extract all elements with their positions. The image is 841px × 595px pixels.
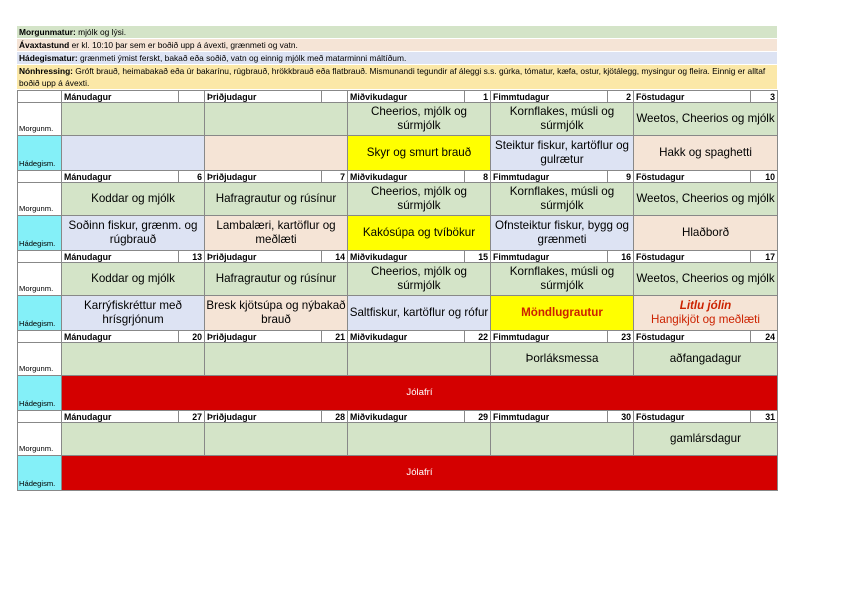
- day-date: 6: [179, 171, 205, 183]
- day-name: Mánudagur: [62, 91, 179, 103]
- day-date: 15: [465, 251, 491, 263]
- day-name: Mánudagur: [62, 411, 179, 423]
- day-date: 24: [751, 331, 778, 343]
- week-header: [18, 331, 778, 343]
- lunch-row: [18, 136, 778, 171]
- row-label-morning: Morgunm.: [18, 343, 62, 376]
- meal-cell: Karrýfiskréttur með hrísgrjónum: [62, 296, 205, 331]
- meal-cell: [205, 103, 348, 136]
- meal-cell: [348, 343, 491, 376]
- row-label-lunch: Hádegism.: [18, 136, 62, 171]
- row-label-morning: Morgunm.: [18, 423, 62, 456]
- meal-cell: Bresk kjötsúpa og nýbakað brauð: [205, 296, 348, 331]
- day-date: 10: [751, 171, 778, 183]
- meal-cell: Cheerios, mjólk og súrmjólk: [348, 103, 491, 136]
- info-lunch: Hádegismatur: grænmeti ýmist ferskt, bakað eða soðið, vatn og einnig mjólk með matarminni máltíðum.: [17, 52, 777, 65]
- lunch-row: [18, 296, 778, 331]
- day-name: Þriðjudagur: [205, 331, 322, 343]
- meal-cell: Kakósúpa og tvíbökur: [348, 216, 491, 251]
- holiday-banner: Jólafrí: [62, 456, 778, 491]
- day-name: Mánudagur: [62, 171, 179, 183]
- litlu-jolin-subtitle: Hangikjöt og meðlæti: [651, 313, 760, 326]
- day-name: Fimmtudagur: [491, 91, 608, 103]
- week-header: [18, 91, 778, 103]
- row-label-lunch: Hádegism.: [18, 456, 62, 491]
- meal-cell: [205, 423, 348, 456]
- meal-cell: Kornflakes, músli og súrmjólk: [491, 103, 634, 136]
- holiday-banner: Jólafrí: [62, 376, 778, 411]
- day-name: Þriðjudagur: [205, 171, 322, 183]
- morning-row: [18, 103, 778, 136]
- meal-cell: Kornflakes, músli og súrmjólk: [491, 183, 634, 216]
- litlu-jolin-title: Litlu jólin: [679, 299, 732, 312]
- meal-cell: [62, 343, 205, 376]
- row-label-lunch: Hádegism.: [18, 216, 62, 251]
- week-header: [18, 411, 778, 423]
- day-name: Föstudagur: [634, 331, 751, 343]
- morning-row: [18, 423, 778, 456]
- meal-cell: Cheerios, mjólk og súrmjólk: [348, 183, 491, 216]
- day-name: Miðvikudagur: [348, 91, 465, 103]
- morning-row: [18, 343, 778, 376]
- meal-cell: Kornflakes, músli og súrmjólk: [491, 263, 634, 296]
- day-date: 21: [322, 331, 348, 343]
- day-name: Fimmtudagur: [491, 411, 608, 423]
- lunch-row: [18, 456, 778, 491]
- day-date: 22: [465, 331, 491, 343]
- row-label-morning: Morgunm.: [18, 103, 62, 136]
- day-date: 14: [322, 251, 348, 263]
- morning-row: [18, 263, 778, 296]
- row-label-morning: Morgunm.: [18, 183, 62, 216]
- lunch-row: [18, 376, 778, 411]
- meal-cell: Weetos, Cheerios og mjólk: [634, 183, 778, 216]
- meal-cell: Hakk og spaghetti: [634, 136, 778, 171]
- week-header: [18, 251, 778, 263]
- meal-cell: Hafragrautur og rúsínur: [205, 183, 348, 216]
- day-date: 16: [608, 251, 634, 263]
- menu-sheet: [17, 26, 777, 491]
- meal-cell: Weetos, Cheerios og mjólk: [634, 103, 778, 136]
- day-name: Föstudagur: [634, 171, 751, 183]
- day-date: 1: [465, 91, 491, 103]
- day-name: Miðvikudagur: [348, 251, 465, 263]
- row-label-lunch: Hádegism.: [18, 296, 62, 331]
- meal-cell: Soðinn fiskur, grænm. og rúgbrauð: [62, 216, 205, 251]
- meal-cell: [205, 136, 348, 171]
- meal-cell: [62, 423, 205, 456]
- day-name: Þriðjudagur: [205, 411, 322, 423]
- day-date: [179, 91, 205, 103]
- meal-cell: [348, 423, 491, 456]
- meal-cell: Koddar og mjólk: [62, 183, 205, 216]
- meal-cell: Ofnsteiktur fiskur, bygg og grænmeti: [491, 216, 634, 251]
- day-date: 20: [179, 331, 205, 343]
- meal-cell: [205, 343, 348, 376]
- row-label-lunch: Hádegism.: [18, 376, 62, 411]
- lunch-row: [18, 216, 778, 251]
- day-name: Þriðjudagur: [205, 251, 322, 263]
- day-name: Föstudagur: [634, 91, 751, 103]
- meal-cell: [491, 423, 634, 456]
- meal-cell: Koddar og mjólk: [62, 263, 205, 296]
- day-name: Fimmtudagur: [491, 331, 608, 343]
- meal-cell: Steiktur fiskur, kartöflur og gulrætur: [491, 136, 634, 171]
- day-name: Föstudagur: [634, 411, 751, 423]
- day-name: Fimmtudagur: [491, 171, 608, 183]
- meal-cell: Þorláksmessa: [491, 343, 634, 376]
- meal-cell: Möndlugrautur: [491, 296, 634, 331]
- day-date: [322, 91, 348, 103]
- day-name: Miðvikudagur: [348, 411, 465, 423]
- day-name: Miðvikudagur: [348, 171, 465, 183]
- meal-cell: aðfangadagur: [634, 343, 778, 376]
- meal-cell: [62, 136, 205, 171]
- menu-table: [17, 90, 778, 491]
- day-name: Fimmtudagur: [491, 251, 608, 263]
- day-name: Mánudagur: [62, 251, 179, 263]
- info-fruit-time: Ávaxtastund er kl. 10:10 þar sem er boðið upp á ávexti, grænmeti og vatn.: [17, 39, 777, 52]
- day-name: Föstudagur: [634, 251, 751, 263]
- meal-cell: Skyr og smurt brauð: [348, 136, 491, 171]
- meal-cell: [62, 103, 205, 136]
- day-date: 2: [608, 91, 634, 103]
- day-date: 3: [751, 91, 778, 103]
- meal-cell: Saltfiskur, kartöflur og rófur: [348, 296, 491, 331]
- day-date: 27: [179, 411, 205, 423]
- meal-cell: Weetos, Cheerios og mjólk: [634, 263, 778, 296]
- day-name: Miðvikudagur: [348, 331, 465, 343]
- day-date: 8: [465, 171, 491, 183]
- day-date: 9: [608, 171, 634, 183]
- day-name: Þriðjudagur: [205, 91, 322, 103]
- meal-cell-litlu-jolin: [634, 296, 778, 331]
- morning-row: [18, 183, 778, 216]
- day-date: 17: [751, 251, 778, 263]
- meal-cell: Hlaðborð: [634, 216, 778, 251]
- day-date: 7: [322, 171, 348, 183]
- day-date: 31: [751, 411, 778, 423]
- day-date: 28: [322, 411, 348, 423]
- day-date: 23: [608, 331, 634, 343]
- info-breakfast: Morgunmatur: mjólk og lýsi.: [17, 26, 777, 39]
- meal-cell: Cheerios, mjólk og súrmjólk: [348, 263, 491, 296]
- meal-cell: Hafragrautur og rúsínur: [205, 263, 348, 296]
- meal-cell: Lambalæri, kartöflur og meðlæti: [205, 216, 348, 251]
- row-label-morning: Morgunm.: [18, 263, 62, 296]
- day-date: 13: [179, 251, 205, 263]
- week-header: [18, 171, 778, 183]
- day-date: 29: [465, 411, 491, 423]
- day-name: Mánudagur: [62, 331, 179, 343]
- day-date: 30: [608, 411, 634, 423]
- info-afternoon-snack: Nónhressing: Gróft brauð, heimabakað eða úr bakarínu, rúgbrauð, hrökkbrauð eða flatbrauð. Mismunandi tegundir af áleggi s.s. gúrka, tómatur, kæfa, ostur, kjötálegg, mysingur og fleira. Einnig er alltaf boðið upp á ávexti.: [17, 65, 777, 90]
- meal-cell: gamlársdagur: [634, 423, 778, 456]
